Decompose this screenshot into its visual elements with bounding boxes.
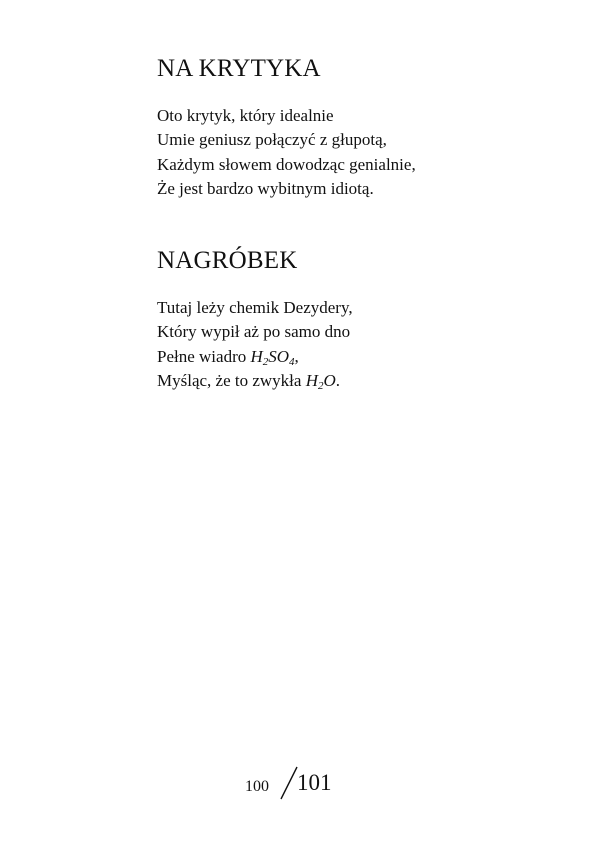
poem-line: Który wypił aż po samo dno (157, 322, 351, 342)
chemical-formula-h2o: $H_2O$ (305, 370, 336, 392)
total-page-number: 101 (297, 770, 332, 795)
poem-line-text: Pełne wiadro (157, 346, 251, 366)
page-indicator (245, 764, 345, 804)
poem-line: Każdym słowem dowodząc genialnie, (157, 154, 416, 174)
poem-line: Że jest bardzo wybitnym idiotą. (157, 178, 374, 198)
poem-line-text: Myśląc, że to zwykła (157, 370, 306, 390)
poem-line: Myśląc, że to zwykła $H_2O$. (157, 370, 341, 392)
poem-na-krytyka (157, 104, 416, 201)
poem-title-nagrobek: NAGRÓBEK (157, 247, 298, 274)
poem-title-na-krytyka: NA KRYTYKA (157, 55, 321, 82)
current-page-number: 100 (245, 778, 269, 795)
poem-nagrobek (157, 296, 353, 393)
poem-line: Umie geniusz połączyć z głupotą, (157, 130, 387, 150)
poem-line: Pełne wiadro $H_2SO_4$, (157, 346, 299, 368)
poem-line: Oto krytyk, który idealnie (157, 106, 334, 125)
chemical-formula-h2so4: $H_2SO_4$ (250, 346, 295, 368)
poem-line: Tutaj leży chemik Dezydery, (157, 298, 353, 317)
